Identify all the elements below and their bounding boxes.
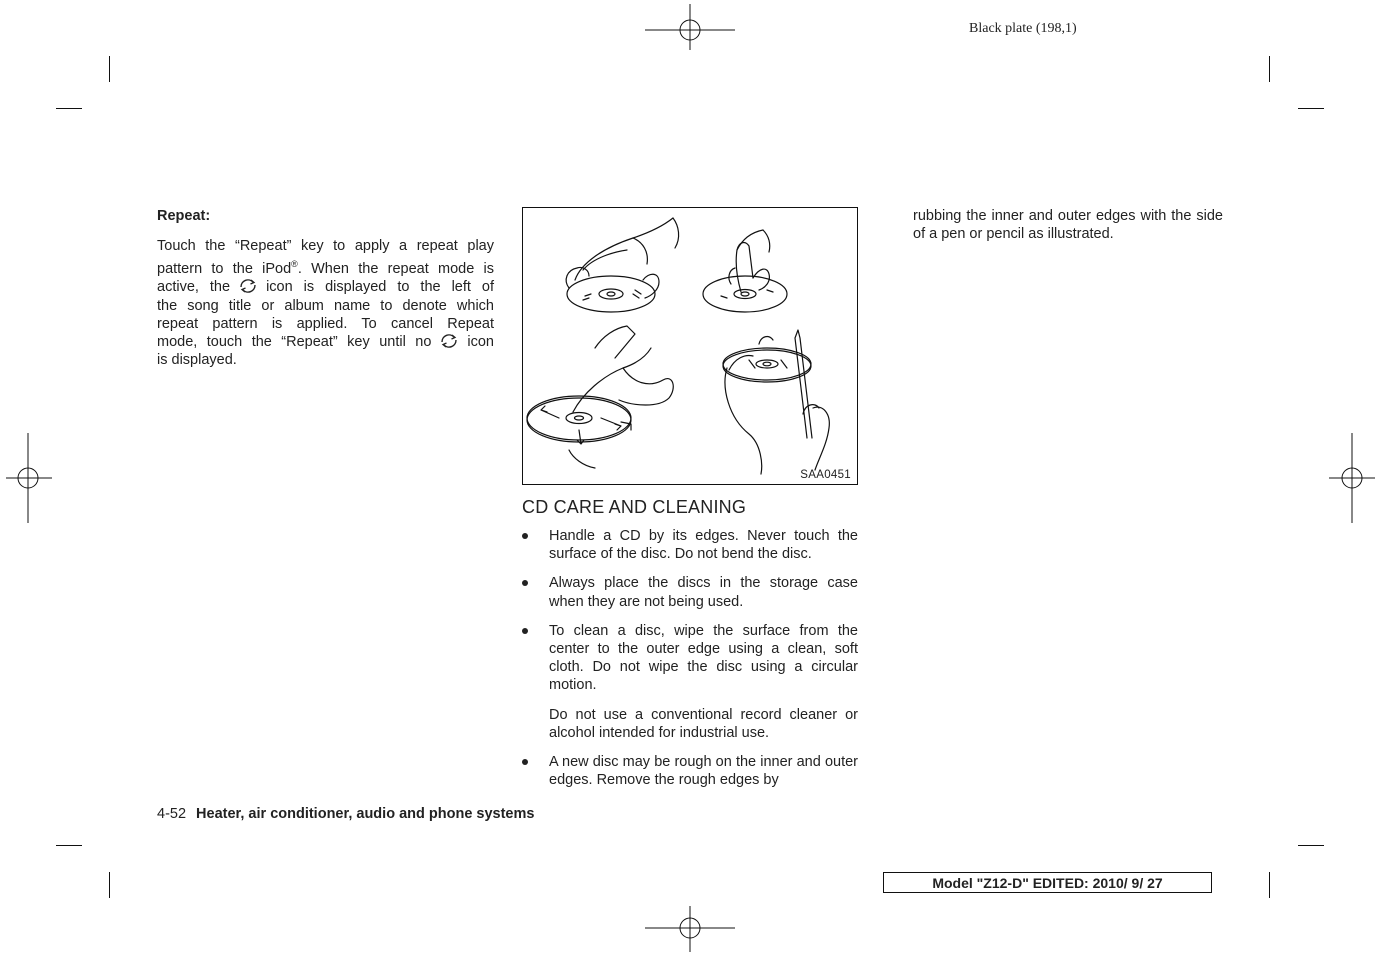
panel-pen-edge: [723, 330, 829, 474]
repeat-line-1: Touch the “Repeat” key to apply a repeat play: [157, 238, 494, 255]
crop-mark-br-h: [1298, 845, 1324, 846]
panel-wipe-cloth: [527, 326, 673, 468]
crop-mark-bl-v: [109, 872, 110, 898]
list-item: To clean a disc, wipe the surface from the center to the outer edge using a clean, soft cloth. Do not wipe the disc using a circular motion. Do not use a conventional record cleaner or alcohol intended for industrial use.: [522, 622, 858, 742]
registration-mark-top-icon: [645, 4, 735, 50]
list-item: Always place the discs in the storage case when they are not being used.: [522, 574, 858, 610]
list-item: A new disc may be rough on the inner and outer edges. Remove the rough edges by: [522, 753, 858, 789]
panel-hold-edges: [566, 218, 678, 312]
continuation-text: rubbing the inner and outer edges with the side of a pen or pencil as illustrated.: [913, 208, 1223, 243]
repeat-section: [157, 207, 494, 369]
cd-care-list: [522, 527, 858, 800]
repeat-line-3: active, the icon is displayed to the left of: [157, 279, 494, 296]
bullet-icon: [522, 628, 528, 634]
registration-mark-right-icon: [1329, 433, 1375, 523]
registration-mark-left-icon: [6, 433, 52, 523]
bullet-icon: [522, 759, 528, 765]
repeat-icon: [236, 278, 260, 294]
figure-code: SAA0451: [800, 469, 851, 481]
cd-handling-illustration: [523, 208, 857, 484]
plate-label: Black plate (198,1): [969, 21, 1077, 36]
repeat-heading: Repeat:: [157, 208, 211, 224]
crop-mark-tl-v: [109, 56, 110, 82]
list-item: Handle a CD by its edges. Never touch the surface of the disc. Do not bend the disc.: [522, 527, 858, 563]
crop-mark-bl-h: [56, 845, 82, 846]
registration-mark-bottom-icon: [645, 906, 735, 952]
repeat-line-7: is displayed.: [157, 352, 237, 369]
page-footer: [157, 806, 534, 822]
panel-center-hold: [703, 230, 787, 312]
repeat-line-2: pattern to the iPod®. When the repeat mode is: [157, 259, 494, 278]
crop-mark-tr-v: [1269, 56, 1270, 82]
crop-mark-br-v: [1269, 872, 1270, 898]
model-edit-box: Model "Z12-D" EDITED: 2010/ 9/ 27: [883, 872, 1212, 893]
repeat-icon: [437, 333, 461, 349]
bullet-icon: [522, 533, 528, 539]
chapter-title: Heater, air conditioner, audio and phone systems: [196, 806, 535, 822]
repeat-line-4: the song title or album name to denote which: [157, 297, 494, 314]
repeat-line-5: repeat pattern is applied. To cancel Repeat: [157, 315, 494, 332]
repeat-paragraph: [157, 237, 494, 369]
sub-note: Do not use a conventional record cleaner or alcohol intended for industrial use.: [549, 706, 858, 741]
cd-care-figure: [522, 207, 858, 485]
page-number: 4-52: [157, 806, 187, 822]
crop-mark-tr-h: [1298, 108, 1324, 109]
bullet-icon: [522, 580, 528, 586]
cd-care-title: CD CARE AND CLEANING: [522, 497, 747, 517]
repeat-line-6: mode, touch the “Repeat” key until no icon: [157, 334, 494, 351]
crop-mark-tl-h: [56, 108, 82, 109]
